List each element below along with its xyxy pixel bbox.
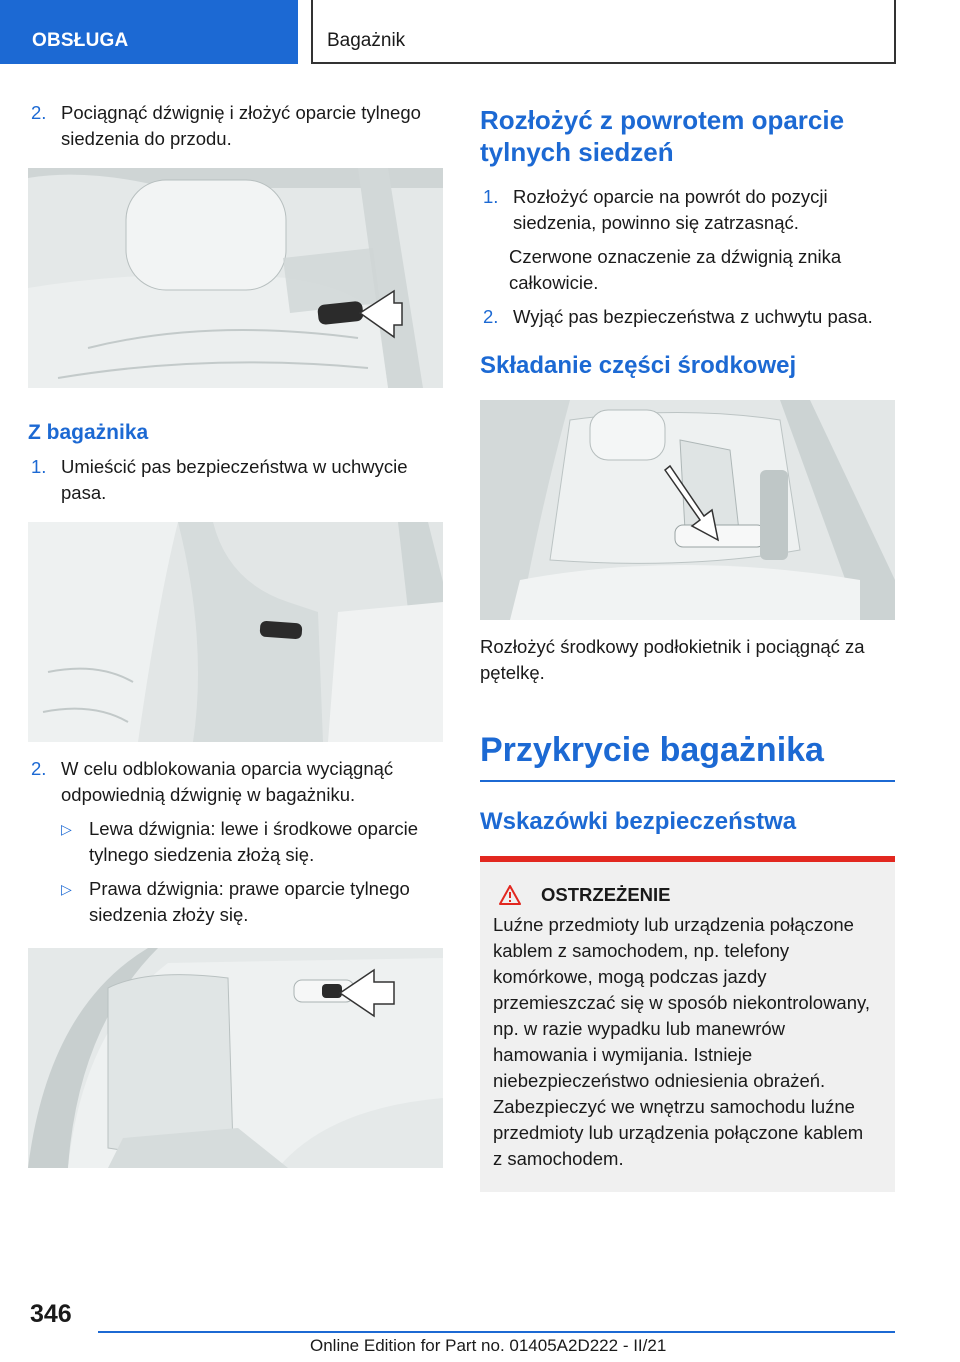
bullet-text: Prawa dźwignia: prawe oparcie tylnego siedzenia złoży się.	[89, 878, 410, 925]
step-text: Rozłożyć oparcie na powrót do pozycji siedzenia, powinno się zatrzasnąć.	[513, 186, 828, 233]
warning-header	[493, 884, 875, 906]
section-tab: OBSŁUGA	[0, 0, 298, 64]
warning-box	[480, 856, 895, 1192]
step-remove-belt	[480, 304, 895, 330]
step-text: Wyjąć pas bezpieczeństwa z uchwytu pasa.	[513, 306, 873, 327]
photo-belt-holder	[28, 522, 443, 742]
heading-middle-section: Składanie części środkowej	[480, 352, 797, 379]
step-fold-seat	[28, 100, 443, 152]
footer-edition: Online Edition for Part no. 01405A2D222 - II/21	[310, 1336, 667, 1355]
right-column	[480, 100, 895, 1192]
chapter-title: Bagażnik	[311, 0, 896, 64]
triangle-bullet-icon: ▷	[61, 881, 72, 897]
heading-safety: Wskazówki bezpieczeństwa	[480, 808, 797, 835]
warning-title: OSTRZEŻENIE	[541, 884, 671, 905]
step-note: Czerwone oznaczenie za dźwignią znika całkowicie.	[509, 246, 842, 293]
page-number: 346	[30, 1300, 72, 1328]
step-text: Pociągnąć dźwignię i złożyć oparcie tylnego siedzenia do przodu.	[61, 102, 421, 149]
step-number: 2.	[31, 102, 47, 123]
footer-rule	[98, 1331, 895, 1333]
step-text: W celu odblokowania oparcia wyciągnąć odpowiednią dźwignię w bagażniku.	[61, 758, 394, 805]
step-text: Umieścić pas bezpieczeństwa w uchwycie pasa.	[61, 456, 408, 503]
bullet-right-lever	[61, 876, 443, 928]
photo-headrest-lever	[28, 168, 443, 388]
middle-instruction: Rozłożyć środkowy podłokietnik i pociągnąć za pętelkę.	[480, 636, 865, 683]
heading-from-trunk: Z bagażnika	[28, 421, 149, 444]
step-belt-holder	[28, 454, 443, 506]
left-column	[28, 100, 443, 1168]
step-number: 1.	[31, 456, 47, 477]
step-unlock-lever	[28, 756, 443, 808]
step-number: 2.	[31, 758, 47, 779]
triangle-bullet-icon: ▷	[61, 821, 72, 837]
photo-middle-armrest	[480, 400, 895, 620]
heading-underline	[480, 780, 895, 782]
warning-triangle-icon	[499, 885, 521, 905]
bullet-left-lever	[61, 816, 443, 868]
heading-trunk-cover: Przykrycie bagażnika	[480, 731, 824, 769]
warning-text: Luźne przedmioty lub urządzenia połączone kablem z samochodem, np. telefony komórkowe, mogą podczas jazdy przemieszczać się w sposób niekontrolowany, np. w razie wypadku lub manewrów hamowania i wymijania. Istnieje niebezpieczeństwo odniesienia obrażeń. Zabezpieczyć we wnętrzu samochodu luźne przedmioty lub urządzenia połączone kablem z samochodem.	[493, 914, 871, 1169]
step-number: 1.	[483, 186, 499, 207]
step-fold-back-seat	[480, 184, 895, 236]
step-number: 2.	[483, 306, 499, 327]
photo-trunk-lever	[28, 948, 443, 1168]
bullet-text: Lewa dźwignia: lewe i środkowe oparcie tylnego siedzenia złożą się.	[89, 818, 419, 865]
heading-fold-back: Rozłożyć z powrotem oparcie tylnych siedzeń	[480, 105, 845, 167]
